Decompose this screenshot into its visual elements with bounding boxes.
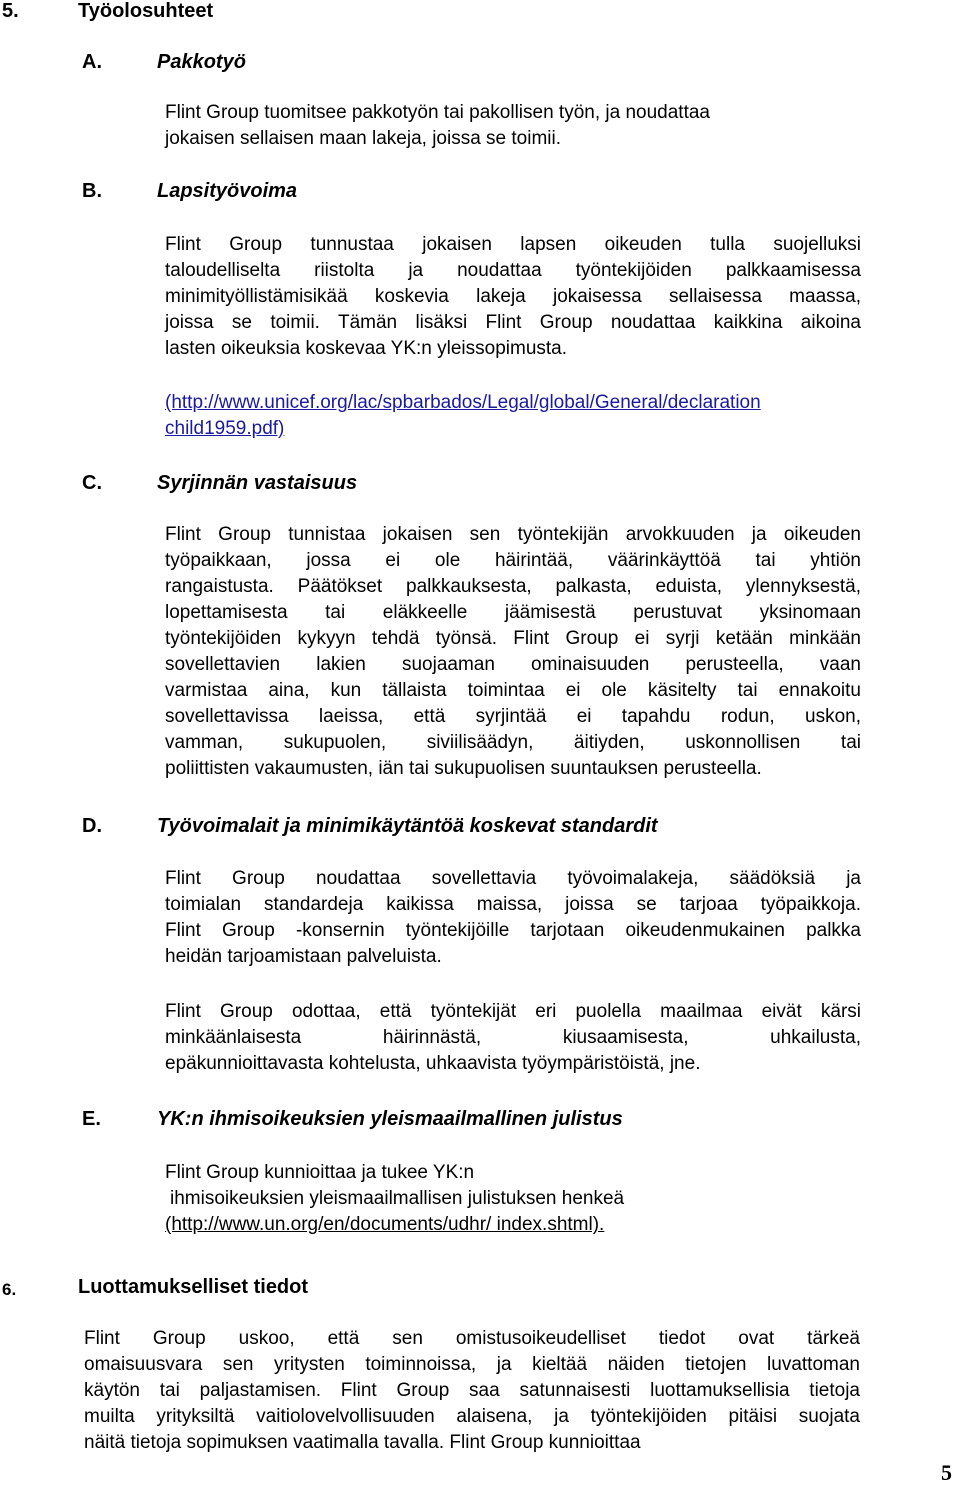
paragraph-line: Flint Group odottaa, että työntekijät eri puolella maailmaa eivät kärsi xyxy=(165,1001,861,1022)
link-line[interactable]: (http://www.unicef.org/lac/spbarbados/Legal/global/General/declaration xyxy=(165,392,761,413)
paragraph-line: lasten oikeuksia koskevaa YK:n yleissopimusta. xyxy=(165,338,568,359)
paragraph-line: jokaisen sellaisen maan lakeja, joissa se toimii. xyxy=(165,128,562,149)
paragraph-line: vamman, sukupuolen, siviilisäädyn, äitiyden, uskonnollisen tai xyxy=(165,732,861,753)
paragraph-line: epäkunnioittavasta kohtelusta, uhkaavista työympäristöistä, jne. xyxy=(165,1053,701,1074)
subsection-b-paragraph xyxy=(165,232,861,362)
paragraph-line: Flint Group kunnioittaa ja tukee YK:n xyxy=(165,1162,475,1183)
paragraph-line: työpaikkaan, jossa ei ole häirintää, väärinkäyttöä tai yhtiön xyxy=(165,550,861,571)
paragraph-line: Flint Group tunnustaa jokaisen lapsen oikeuden tulla suojelluksi xyxy=(165,234,861,255)
paragraph-line: Flint Group -konsernin työntekijöille tarjotaan oikeudenmukainen palkka xyxy=(165,920,861,941)
paragraph-line: joissa se toimii. Tämän lisäksi Flint Group noudattaa kaikkina aikoina xyxy=(165,312,861,333)
subsection-a-title: Pakkotyö xyxy=(157,51,246,73)
section-6-number: 6. xyxy=(2,1280,17,1299)
paragraph-line: rangaistusta. Päätökset palkkauksesta, palkasta, eduista, ylennyksestä, xyxy=(165,576,861,597)
subsection-e-letter: E. xyxy=(82,1108,101,1130)
subsection-d-title: Työvoimalait ja minimikäytäntöä koskevat standardit xyxy=(157,815,658,837)
section-5-number: 5. xyxy=(2,0,19,22)
un-link[interactable]: (http://www.un.org/en/documents/udhr/ index.shtml). xyxy=(165,1214,605,1235)
subsection-c-title: Syrjinnän vastaisuus xyxy=(157,472,358,494)
paragraph-line: Flint Group uskoo, että sen omistusoikeudelliset tiedot ovat tärkeä xyxy=(84,1328,860,1349)
subsection-e-title: YK:n ihmisoikeuksien yleismaailmallinen julistus xyxy=(157,1108,623,1130)
paragraph-line: ihmisoikeuksien yleismaailmallisen julistuksen henkeä xyxy=(170,1188,625,1209)
subsection-a-paragraph xyxy=(165,100,793,152)
subsection-d-letter: D. xyxy=(82,815,102,837)
section-6-title: Luottamukselliset tiedot xyxy=(78,1276,309,1298)
subsection-d-paragraph-1 xyxy=(165,866,861,970)
paragraph-line: varmistaa aina, kun tällaista toimintaa ei ole käsitelty tai ennakoitu xyxy=(165,680,861,701)
link-line[interactable]: child1959.pdf) xyxy=(165,418,285,439)
paragraph-line: Flint Group tunnistaa jokaisen sen työntekijän arvokkuuden ja oikeuden xyxy=(165,524,861,545)
subsection-c-paragraph xyxy=(165,522,861,782)
subsection-a-letter: A. xyxy=(82,51,102,73)
section-6-paragraph xyxy=(84,1326,860,1456)
section-5-title: Työolosuhteet xyxy=(78,0,214,22)
unicef-link[interactable] xyxy=(165,390,855,442)
paragraph-line: minimityöllistämisikää koskevia lakeja jokaisessa sellaisessa maassa, xyxy=(165,286,861,307)
paragraph-line: Flint Group noudattaa sovellettavia työvoimalakeja, säädöksiä ja xyxy=(165,868,861,889)
subsection-b-letter: B. xyxy=(82,180,102,202)
paragraph-line: sovellettavissa laeissa, että syrjintää ei tapahdu rodun, uskon, xyxy=(165,706,861,727)
paragraph-line: sovellettavien lakien suojaaman ominaisuuden perusteella, vaan xyxy=(165,654,861,675)
paragraph-line: työntekijöiden kykyyn tehdä työnsä. Flint Group ei syrji ketään minkään xyxy=(165,628,861,649)
paragraph-line: muilta yrityksiltä vaitiolovelvollisuuden alaisena, ja työntekijöiden pitäisi suojata xyxy=(84,1406,860,1427)
paragraph-line: käytön tai paljastamisen. Flint Group saa satunnaisesti luottamuksellisia tietoja xyxy=(84,1380,860,1401)
paragraph-line: lopettamisesta tai eläkkeelle jäämisestä perustuvat yksinomaan xyxy=(165,602,861,623)
paragraph-line: poliittisten vakaumusten, iän tai sukupuolisen suuntauksen perusteella. xyxy=(165,758,762,779)
subsection-b-title: Lapsityövoima xyxy=(157,180,298,202)
paragraph-line: minkäänlaisesta häirinnästä, kiusaamisesta, uhkailusta, xyxy=(165,1027,861,1048)
subsection-c-letter: C. xyxy=(82,472,102,494)
paragraph-line: taloudelliselta riistolta ja noudattaa työntekijöiden palkkaamisessa xyxy=(165,260,861,281)
paragraph-line: toimialan standardeja kaikissa maissa, joissa se tarjoaa työpaikkoja. xyxy=(165,894,861,915)
subsection-d-paragraph-2 xyxy=(165,999,861,1077)
paragraph-line: omaisuusvara sen yritysten toiminnoissa, ja kieltää näiden tietojen luvattoman xyxy=(84,1354,860,1375)
subsection-e-paragraph xyxy=(165,1160,725,1238)
paragraph-line: Flint Group tuomitsee pakkotyön tai pakollisen työn, ja noudattaa xyxy=(165,102,710,123)
paragraph-line: näitä tietoja sopimuksen vaatimalla tavalla. Flint Group kunnioittaa xyxy=(84,1432,641,1453)
page-number: 5 xyxy=(941,1460,952,1485)
paragraph-line: heidän tarjoamistaan palveluista. xyxy=(165,946,442,967)
